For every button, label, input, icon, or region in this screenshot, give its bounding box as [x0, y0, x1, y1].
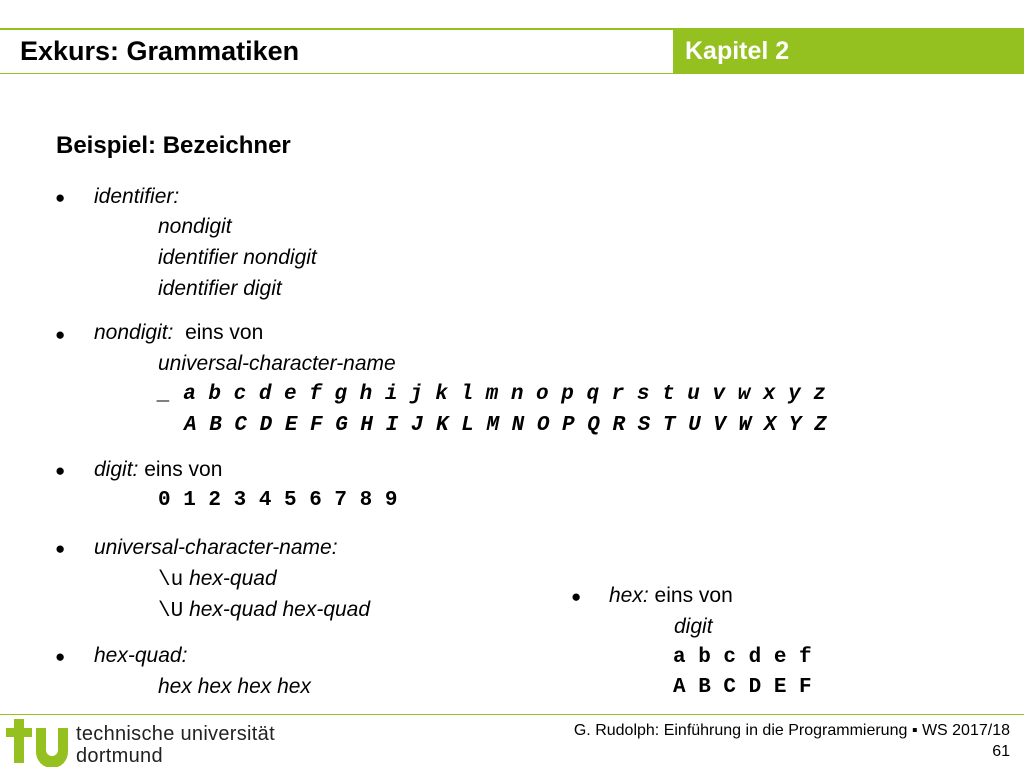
- hex-quad-text: hex-quad hex-quad: [189, 598, 371, 621]
- university-city: dortmund: [76, 745, 163, 767]
- code-u: \u: [158, 569, 184, 592]
- rule-line: identifier nondigit: [158, 246, 317, 269]
- rule-line: universal-character-name: [158, 352, 396, 375]
- bullet-icon: ●: [55, 188, 66, 207]
- rule-line: [158, 568, 277, 591]
- eins-von: eins von: [144, 458, 223, 481]
- term-hex-quad: hex-quad:: [94, 644, 188, 667]
- rule-line: [158, 599, 370, 622]
- term-identifier: identifier:: [94, 185, 180, 208]
- term-nondigit-line: [94, 322, 263, 343]
- tu-logo-icon: [6, 717, 70, 767]
- rule-line: nondigit: [158, 215, 232, 238]
- page-number: 61: [992, 743, 1010, 760]
- footer-credit: G. Rudolph: Einführung in die Programmierung ▪ WS 2017/18: [573, 722, 1010, 739]
- bullet-icon: ●: [55, 647, 66, 666]
- chapter-label: Kapitel 2: [685, 37, 790, 65]
- rule-line: identifier digit: [158, 277, 282, 300]
- hex-uppercase: A B C D E F: [673, 676, 812, 699]
- eins-von: eins von: [185, 321, 264, 344]
- chapter-tab: [673, 30, 1024, 74]
- code-U: \U: [158, 600, 184, 623]
- university-name: technische universität: [76, 723, 275, 745]
- term-digit-line: [94, 459, 222, 480]
- rule-line: hex hex hex hex: [158, 675, 311, 698]
- slide-title: Exkurs: Grammatiken: [20, 36, 300, 66]
- term-digit: digit:: [94, 458, 139, 481]
- footer-rule: [0, 714, 1024, 715]
- hex-quad-text: hex-quad: [189, 567, 277, 590]
- bullet-icon: ●: [55, 461, 66, 480]
- hex-lowercase: a b c d e f: [673, 646, 812, 669]
- lowercase-letters: _ a b c d e f g h i j k l m n o p q r s t u v w x y z: [158, 383, 826, 406]
- section-heading: Beispiel: Bezeichner: [56, 132, 291, 159]
- digit-values: 0 1 2 3 4 5 6 7 8 9: [158, 489, 398, 512]
- bullet-icon: ●: [55, 539, 66, 558]
- term-hex: hex:: [609, 584, 649, 607]
- rule-line: digit: [674, 615, 713, 638]
- bullet-icon: ●: [55, 325, 66, 344]
- eins-von: eins von: [654, 584, 733, 607]
- term-nondigit: nondigit:: [94, 321, 174, 344]
- bullet-icon: ●: [571, 587, 582, 606]
- term-ucn: universal-character-name:: [94, 536, 338, 559]
- header-rule: [0, 73, 673, 74]
- uppercase-letters: A B C D E F G H I J K L M N O P Q R S T U V W X Y Z: [184, 414, 827, 437]
- term-hex-line: [609, 585, 733, 606]
